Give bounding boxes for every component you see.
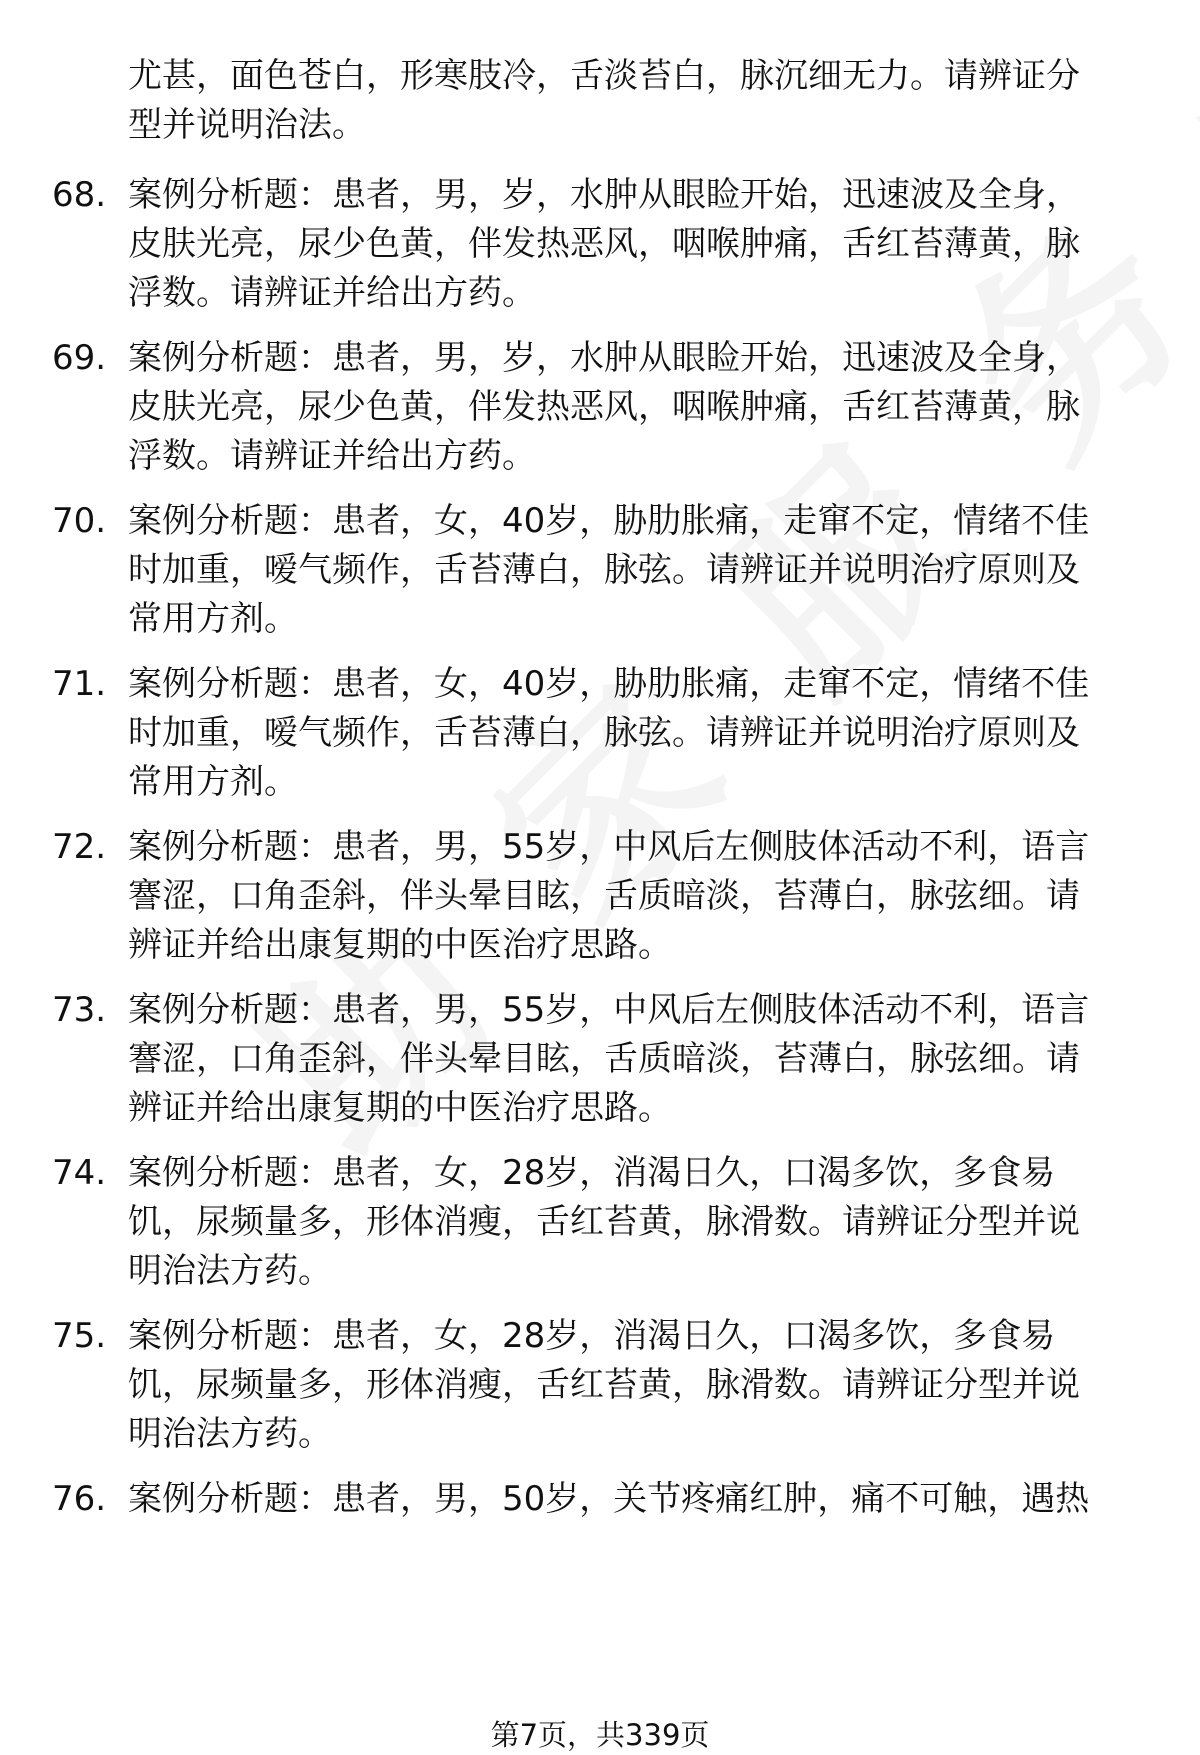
question-number: 71.: [52, 664, 107, 704]
question-text: [128, 1312, 1153, 1459]
text-line: 时加重，嗳气频作，舌苔薄白，脉弦。请辨证并说明治疗原则及: [128, 550, 1080, 590]
text-line: 案例分析题：患者，男，岁，水肿从眼睑开始，迅速波及全身，: [128, 338, 1080, 378]
text-line: 案例分析题：患者，男，岁，水肿从眼睑开始，迅速波及全身，: [128, 175, 1080, 215]
text-line: 型并说明治法。: [128, 105, 366, 145]
question-text: [128, 334, 1153, 481]
question-text: [128, 660, 1153, 807]
question-text: [128, 1149, 1153, 1296]
text-line: 饥，尿频量多，形体消瘦，舌红苔黄，脉滑数。请辨证分型并说: [128, 1202, 1080, 1242]
text-line: 辨证并给出康复期的中医治疗思路。: [128, 925, 672, 965]
text-line: 案例分析题：患者，男，50岁，关节疼痛红肿，痛不可触，遇热: [128, 1479, 1090, 1519]
text-line: 案例分析题：患者，女，40岁，胁肋胀痛，走窜不定，情绪不佳: [128, 664, 1090, 704]
text-line: 案例分析题：患者，女，40岁，胁肋胀痛，走窜不定，情绪不佳: [128, 501, 1090, 541]
text-line: 辨证并给出康复期的中医治疗思路。: [128, 1088, 672, 1128]
page-footer: 第7页，共339页: [490, 1718, 710, 1752]
question-text: [128, 986, 1153, 1133]
text-line: 常用方剂。: [128, 599, 298, 639]
question-number: 72.: [52, 827, 107, 867]
text-line: 皮肤光亮，尿少色黄，伴发热恶风，咽喉肿痛，舌红苔薄黄，脉: [128, 387, 1080, 427]
question-number: 73.: [52, 990, 107, 1030]
text-line: 案例分析题：患者，男，55岁，中风后左侧肢体活动不利，语言: [128, 827, 1090, 867]
question-number: 74.: [52, 1153, 107, 1193]
text-line: 謇涩，口角歪斜，伴头晕目眩，舌质暗淡，苔薄白，脉弦细。请: [128, 1039, 1080, 1079]
text-line: 明治法方药。: [128, 1414, 332, 1454]
question-number: 76.: [52, 1479, 107, 1519]
text-line: 浮数。请辨证并给出方药。: [128, 273, 536, 313]
text-line: 皮肤光亮，尿少色黄，伴发热恶风，咽喉肿痛，舌红苔薄黄，脉: [128, 224, 1080, 264]
text-line: 案例分析题：患者，女，28岁，消渴日久，口渴多饮，多食易: [128, 1316, 1056, 1356]
text-line: 时加重，嗳气频作，舌苔薄白，脉弦。请辨证并说明治疗原则及: [128, 713, 1080, 753]
question-text: [128, 823, 1153, 970]
question-number: 69.: [52, 338, 107, 378]
text-line: 浮数。请辨证并给出方药。: [128, 436, 536, 476]
text-line: 常用方剂。: [128, 762, 298, 802]
text-line: 案例分析题：患者，女，28岁，消渴日久，口渴多饮，多食易: [128, 1153, 1056, 1193]
question-text: [128, 1475, 1153, 1524]
text-line: 尤甚，面色苍白，形寒肢冷，舌淡苔白，脉沉细无力。请辨证分: [128, 56, 1080, 96]
text-line: 謇涩，口角歪斜，伴头晕目眩，舌质暗淡，苔薄白，脉弦细。请: [128, 876, 1080, 916]
text-line: 案例分析题：患者，男，55岁，中风后左侧肢体活动不利，语言: [128, 990, 1090, 1030]
question-number: 70.: [52, 501, 107, 541]
question-number: 68.: [52, 175, 107, 215]
question-text: [128, 171, 1153, 318]
question-number: 75.: [52, 1316, 107, 1356]
text-line: 明治法方药。: [128, 1251, 332, 1291]
question-text: [128, 52, 1153, 150]
question-text: [128, 497, 1153, 644]
text-line: 饥，尿频量多，形体消瘦，舌红苔黄，脉滑数。请辨证分型并说: [128, 1365, 1080, 1405]
